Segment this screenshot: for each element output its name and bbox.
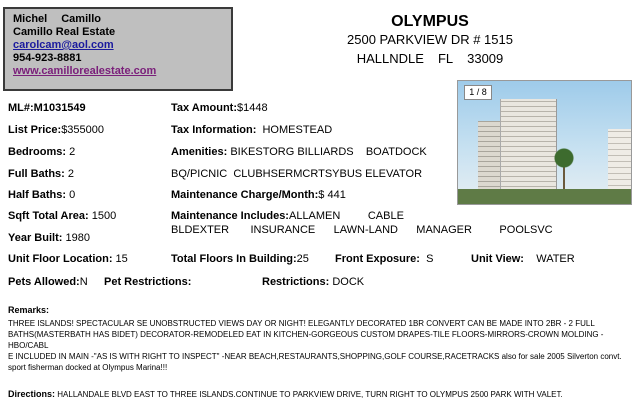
city-state-zip bbox=[330, 49, 530, 69]
city: HALLNDLE bbox=[356, 51, 424, 66]
directions-label: Directions: bbox=[8, 389, 56, 399]
pet-restrictions-field: Pet Restrictions: bbox=[104, 276, 192, 288]
front-exposure-field: Front Exposure: S bbox=[335, 253, 434, 265]
ml-number-field: ML#:M1031549 bbox=[8, 102, 86, 114]
maintenance-charge-field: Maintenance Charge/Month:$ 441 bbox=[171, 189, 346, 201]
directions-text: HALLANDALE BLVD EAST TO THREE ISLANDS.CONTINUE TO PARKVIEW DRIVE, TURN RIGHT TO OLYMPUS 2500 PARK WITH VALET. bbox=[57, 390, 563, 399]
total-floors-field: Total Floors In Building:25 bbox=[171, 253, 309, 265]
state: FL bbox=[437, 51, 454, 66]
maintenance-includes-line2: BLDEXTER INSURANCE LAWN-LAND MANAGER POOLSVC bbox=[171, 224, 553, 236]
agent-last-name: Camillo bbox=[61, 13, 101, 25]
photo-counter[interactable]: 1 / 8 bbox=[464, 85, 492, 100]
year-built-field: Year Built: 1980 bbox=[8, 232, 90, 244]
agent-email-link[interactable]: carolcam@aol.com bbox=[13, 39, 114, 51]
street-address: 2500 PARKVIEW DR # 1515 bbox=[347, 32, 513, 47]
amenities-field: Amenities: BIKESTORG BILLIARDS BOATDOCK bbox=[171, 146, 427, 158]
unit-floor-field: Unit Floor Location: 15 bbox=[8, 253, 128, 265]
agent-website-link[interactable]: www.camillorealestate.com bbox=[13, 65, 157, 77]
remarks-line-1: THREE ISLANDS! SPECTACULAR SE UNOBSTRUCTED VIEWS DAY OR NIGHT! ELEGANTLY DECORATED 1BR CONVERT CAN BE MADE INTO 2BR - 2 FULL BATHS(MASTERBATH HAS BIDET) DECORATOR-REMODELED EAT IN KITCHEN-GORGEOUS CUSTOM DRAPES-TILE FLOORS-MIRRORS-CROWN MOLDING -HBO/CABL bbox=[8, 319, 604, 350]
unit-view-field: Unit View: WATER bbox=[471, 253, 575, 265]
tax-info-field: Tax Information: HOMESTEAD bbox=[171, 124, 333, 136]
remarks-label: Remarks: bbox=[8, 305, 50, 315]
half-baths-field: Half Baths: 0 bbox=[8, 189, 76, 201]
agent-name bbox=[13, 13, 223, 26]
building-name: OLYMPUS bbox=[391, 13, 469, 30]
remarks-line-2: E INCLUDED IN MAIN -"AS IS WITH RIGHT TO INSPECT" -NEAR BEACH,RESTAURANTS,SHOPPING,GOLF COURSE,RACETRACKS also for sale 2005 Silverton convt. sport fisherman docked at Olympus Marina!!! bbox=[8, 352, 622, 372]
agent-first-name: Michel bbox=[13, 13, 48, 25]
agent-card bbox=[3, 7, 233, 91]
restrictions-field: Restrictions: DOCK bbox=[262, 276, 365, 288]
maintenance-includes-field: Maintenance Includes:ALLAMEN CABLE bbox=[171, 210, 404, 222]
bedrooms-field: Bedrooms: 2 bbox=[8, 146, 76, 158]
property-header bbox=[330, 13, 530, 69]
property-photo[interactable] bbox=[457, 80, 632, 205]
landscape-ground bbox=[458, 189, 632, 205]
agent-phone: 954-923-8881 bbox=[13, 52, 82, 64]
zip: 33009 bbox=[467, 51, 504, 66]
full-baths-field: Full Baths: 2 bbox=[8, 168, 75, 180]
remarks-text bbox=[8, 318, 630, 373]
amenities-field-line2: BQ/PICNIC CLUBHSERMCRTSYBUS ELEVATOR bbox=[171, 168, 423, 180]
list-price-field: List Price:$355000 bbox=[8, 124, 105, 136]
tax-amount-field: Tax Amount:$1448 bbox=[171, 102, 268, 114]
pets-allowed-field: Pets Allowed:N bbox=[8, 276, 88, 288]
agent-company: Camillo Real Estate bbox=[13, 26, 116, 38]
directions bbox=[8, 389, 628, 400]
sqft-field: Sqft Total Area: 1500 bbox=[8, 210, 117, 222]
